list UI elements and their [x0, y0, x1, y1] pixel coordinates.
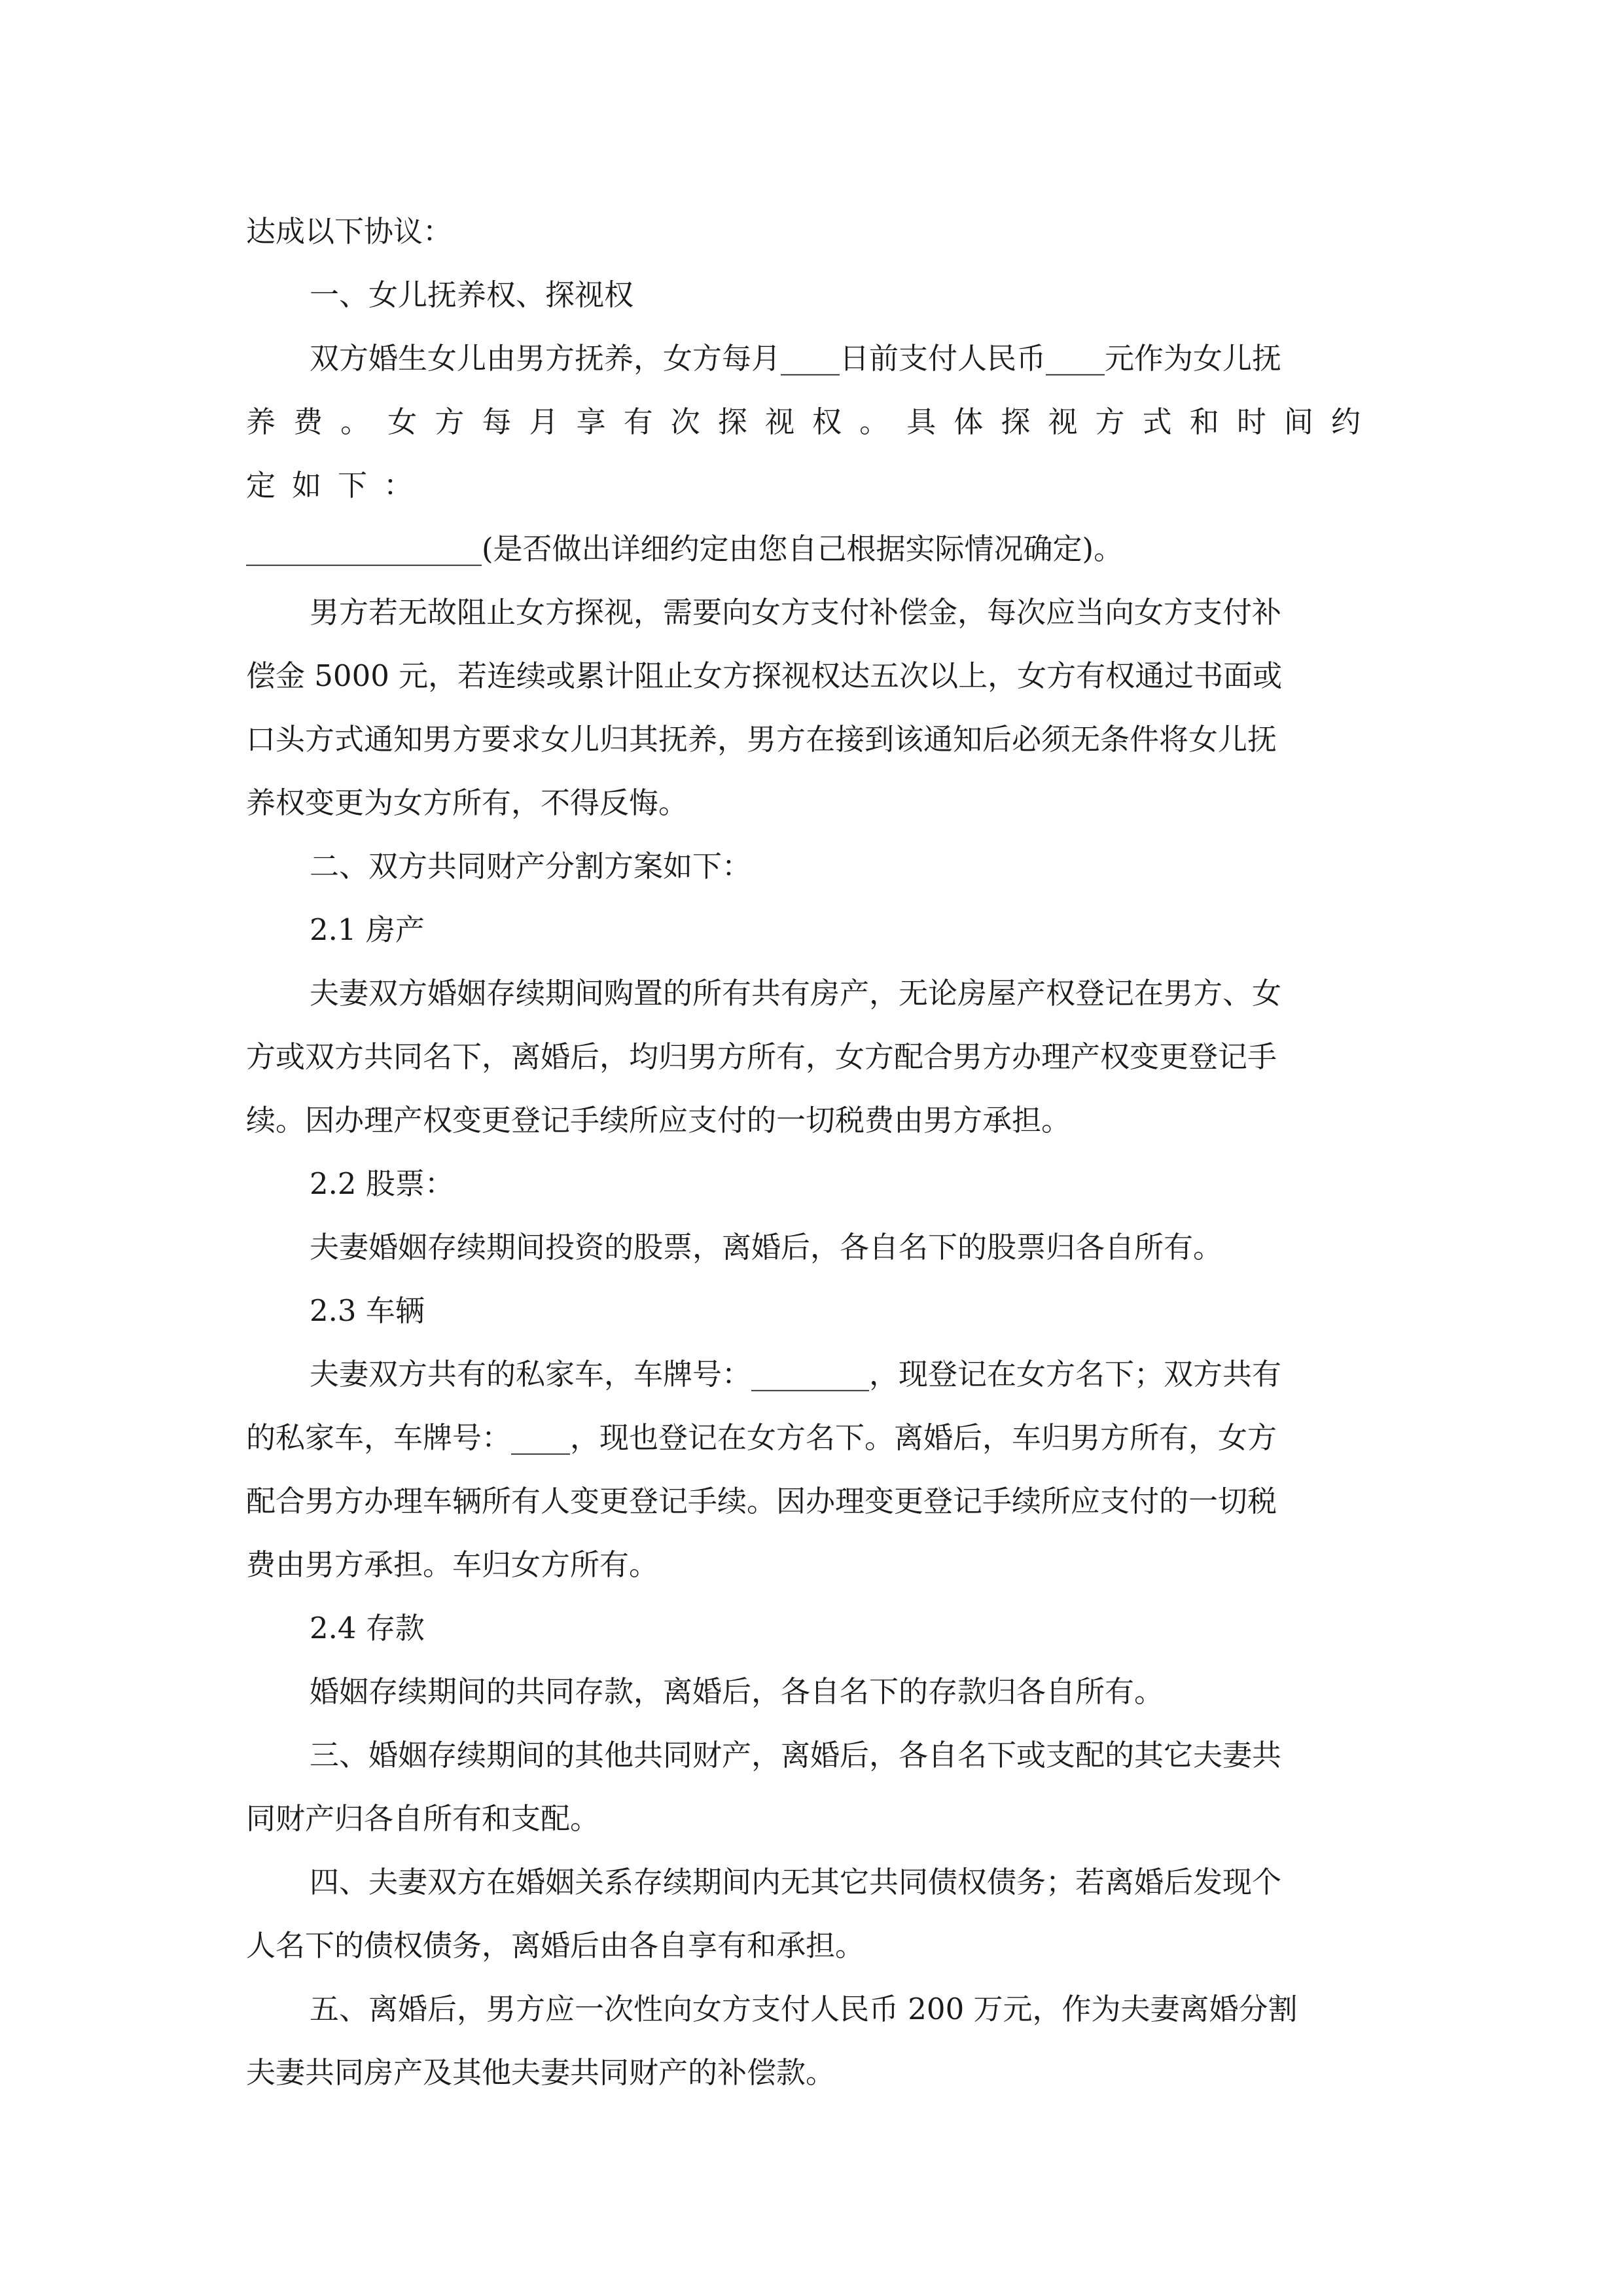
- text-line: 口头方式通知男方要求女儿归其抚养，男方在接到该通知后必须无条件将女儿抚: [246, 722, 1277, 757]
- text-line: 养权变更为女方所有，不得反悔。: [246, 785, 688, 820]
- text-line: 夫妻双方共有的私家车，车牌号：________，现登记在女方名下；双方共有: [310, 1357, 1282, 1391]
- text-line: 的私家车，车牌号：____，现也登记在女方名下。离婚后，车归男方所有，女方: [246, 1420, 1277, 1455]
- text-line: 人名下的债权债务，离婚后由各自享有和承担。: [246, 1928, 865, 1963]
- text-line: 夫妻双方婚姻存续期间购置的所有共有房产，无论房屋产权登记在男方、女: [310, 976, 1282, 1011]
- text-line: 续。因办理产权变更登记手续所应支付的一切税费由男方承担。: [246, 1103, 1071, 1138]
- subsection-heading: 2.1 房产: [310, 912, 425, 947]
- document-body: [246, 200, 1377, 2104]
- text-line: 婚姻存续期间的共同存款，离婚后，各自名下的存款归各自所有。: [310, 1674, 1164, 1709]
- text-line: 双方婚生女儿由男方抚养，女方每月____日前支付人民币____元作为女儿抚: [310, 341, 1282, 376]
- text-line: 配合男方办理车辆所有人变更登记手续。因办理变更登记手续所应支付的一切税: [246, 1484, 1277, 1518]
- section-heading: 一、女儿抚养权、探视权: [310, 278, 634, 312]
- text-line: 男方若无故阻止女方探视，需要向女方支付补偿金，每次应当向女方支付补: [310, 595, 1282, 630]
- text-line: ________________(是否做出详细约定由您自己根据实际情况确定)。: [246, 531, 1124, 566]
- text-line: 夫妻共同房产及其他夫妻共同财产的补偿款。: [246, 2055, 836, 2090]
- text-line: 达成以下协议：: [246, 214, 453, 249]
- text-line: 五、离婚后，男方应一次性向女方支付人民币 200 万元，作为夫妻离婚分割: [310, 1992, 1298, 2026]
- text-line: 同财产归各自所有和支配。: [246, 1801, 600, 1836]
- text-line: 四、夫妻双方在婚姻关系存续期间内无其它共同债权债务；若离婚后发现个: [310, 1865, 1282, 1899]
- text-line: 偿金 5000 元，若连续或累计阻止女方探视权达五次以上，女方有权通过书面或: [246, 658, 1283, 693]
- subsection-heading: 2.4 存款: [310, 1611, 425, 1645]
- text-line: 三、婚姻存续期间的其他共同财产，离婚后，各自名下或支配的其它夫妻共: [310, 1738, 1282, 1772]
- subsection-heading: 2.3 车辆: [310, 1293, 425, 1328]
- text-line: 夫妻婚姻存续期间投资的股票，离婚后，各自名下的股票归各自所有。: [310, 1230, 1223, 1265]
- subsection-heading: 2.2 股票：: [310, 1166, 454, 1201]
- text-line: 费由男方承担。车归女方所有。: [246, 1547, 659, 1582]
- text-line: 方或双方共同名下，离婚后，均归男方所有，女方配合男方办理产权变更登记手: [246, 1039, 1277, 1074]
- section-heading: 二、双方共同财产分割方案如下：: [310, 849, 752, 884]
- text-line: 养费。女方每月享有次探视权。具体探视方式和时间约定如下：: [246, 404, 1377, 503]
